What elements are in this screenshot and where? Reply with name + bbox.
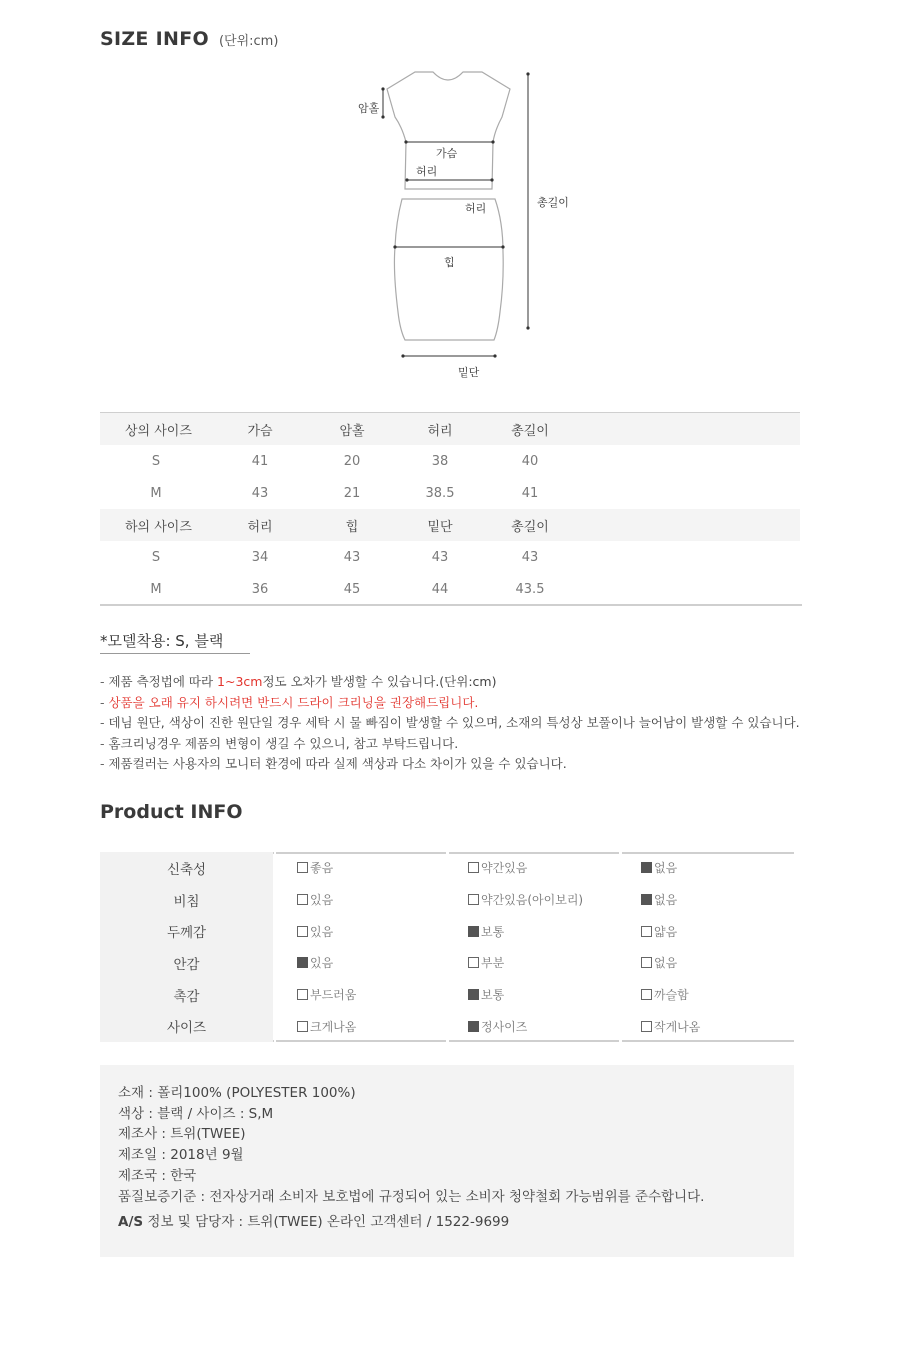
product-info-row: [100, 979, 794, 1011]
unchecked-box-icon: [641, 957, 652, 968]
size-info-heading: [100, 28, 278, 50]
option-label: 있음: [310, 893, 334, 908]
option-label: 약간있음: [481, 861, 528, 876]
unchecked-box-icon: [641, 989, 652, 1000]
table-cell: 43: [251, 485, 269, 501]
table-cell: 43.5: [515, 581, 545, 597]
option-label: 정사이즈: [481, 1019, 528, 1034]
option-label: 약간있음(아이보리): [481, 893, 584, 908]
dry-clean-warning: 상품을 오래 유지 하시려면 반드시 드라이 크리닝을 권장해드립니다.: [108, 694, 479, 710]
table-header-cell: 가슴: [212, 413, 308, 445]
product-info-option: [273, 915, 446, 947]
option-label: 없음: [654, 893, 678, 908]
option-label: 작게나옴: [654, 1019, 701, 1034]
hip-label: 힙: [444, 256, 455, 269]
option-label: 없음: [654, 956, 678, 971]
tolerance-highlight: 1~3cm: [217, 674, 263, 689]
product-info-option: [446, 884, 619, 916]
waist-bottom-label: 허리: [465, 202, 487, 215]
product-info-option: [446, 1010, 619, 1042]
table-cell: 44: [431, 581, 449, 597]
product-info-option: [446, 852, 619, 884]
product-info-label: 비침: [100, 884, 273, 916]
total-length-label: 총길이: [537, 196, 569, 209]
product-info-row: [100, 884, 794, 916]
product-info-title: Product INFO: [100, 801, 243, 823]
checked-box-icon: [297, 957, 308, 968]
product-details-box: [100, 1065, 794, 1257]
option-label: 있음: [310, 924, 334, 939]
size-info-title: SIZE INFO: [100, 28, 209, 50]
table-header-cell: 상의 사이즈: [100, 413, 212, 445]
product-info-label: 신축성: [100, 852, 273, 884]
product-info-option: [446, 947, 619, 979]
waist-top-label: 허리: [416, 165, 438, 178]
table-row: [100, 445, 800, 477]
table-cell: 20: [343, 453, 361, 469]
table-cell: M: [150, 581, 162, 597]
table-cell: 38.5: [425, 485, 455, 501]
product-info-row: [100, 852, 794, 884]
product-info-label: 안감: [100, 947, 273, 979]
product-info-label: 사이즈: [100, 1010, 273, 1042]
unchecked-box-icon: [297, 989, 308, 1000]
table-cell: 40: [521, 453, 539, 469]
note-item: - 제품 측정법에 따라 1~3cm정도 오차가 발생할 수 있습니다.(단위:cm): [100, 672, 800, 693]
product-info-option: [446, 979, 619, 1011]
color-size-line: 색상 : 블랙 / 사이즈 : S,M: [118, 1105, 274, 1122]
unchecked-box-icon: [641, 926, 652, 937]
material-line: 소재 : 폴리100% (POLYESTER 100%): [118, 1085, 356, 1101]
option-label: 까슬함: [654, 988, 689, 1003]
product-info-option: [619, 915, 792, 947]
product-info-option: [273, 884, 446, 916]
unchecked-box-icon: [468, 894, 479, 905]
option-label: 있음: [310, 956, 334, 971]
checked-box-icon: [468, 926, 479, 937]
unchecked-box-icon: [468, 862, 479, 873]
table-row: [100, 477, 800, 509]
table-cell: 41: [251, 453, 269, 469]
table-cell: 41: [521, 485, 539, 501]
unchecked-box-icon: [468, 957, 479, 968]
unchecked-box-icon: [297, 926, 308, 937]
product-info-option: [273, 852, 446, 884]
top-size-header-row: [100, 413, 800, 445]
table-header-cell: 하의 사이즈: [100, 509, 212, 541]
unchecked-box-icon: [641, 1021, 652, 1032]
checked-box-icon: [468, 989, 479, 1000]
table-cell: S: [151, 453, 161, 469]
table-header-cell: 허리: [396, 413, 484, 445]
table-header-cell: 총길이: [484, 509, 576, 541]
product-info-label: 두께감: [100, 915, 273, 947]
checked-box-icon: [641, 862, 652, 873]
note-item: - 데님 원단, 색상이 진한 원단일 경우 세탁 시 물 빠짐이 발생할 수 있으며, 소재의 특성상 보풀이나 늘어남이 발생할 수 있습니다.: [100, 713, 800, 734]
bottom-size-header-row: [100, 509, 800, 541]
option-label: 보통: [481, 988, 505, 1003]
table-header-cell: 힙: [308, 509, 396, 541]
product-info-table: [100, 852, 794, 1042]
model-wearing-note: *모델착용: S, 블랙: [100, 630, 250, 654]
checked-box-icon: [468, 1021, 479, 1032]
maker-line: 제조사 : 트위(TWEE): [118, 1126, 246, 1143]
product-info-option: [273, 1010, 446, 1042]
table-cell: 43: [521, 549, 539, 565]
product-info-option: [619, 947, 792, 979]
option-label: 좋음: [310, 861, 334, 876]
table-cell: 21: [343, 485, 361, 501]
unchecked-box-icon: [297, 1021, 308, 1032]
table-header-cell: 암홀: [308, 413, 396, 445]
country-line: 제조국 : 한국: [118, 1167, 197, 1184]
table-cell: 36: [251, 581, 269, 597]
product-info-option: [619, 979, 792, 1011]
option-label: 없음: [654, 861, 678, 876]
unchecked-box-icon: [297, 862, 308, 873]
table-row: [100, 573, 800, 605]
option-label: 크게나옴: [310, 1019, 357, 1034]
care-notes-list: [100, 672, 800, 775]
table-cell: 34: [251, 549, 269, 565]
size-info-unit: (단위:cm): [218, 34, 279, 49]
table-cell: 43: [343, 549, 361, 565]
product-info-row: [100, 915, 794, 947]
table-cell: 45: [343, 581, 361, 597]
table-cell: 43: [431, 549, 449, 565]
product-info-label: 촉감: [100, 979, 273, 1011]
as-label: A/S: [118, 1214, 144, 1231]
as-text: 정보 및 담당자 : 트위(TWEE) 온라인 고객센터 / 1522-9699: [143, 1214, 510, 1231]
table-cell: 38: [431, 453, 449, 469]
product-info-option: [273, 979, 446, 1011]
size-table-bottom-line: [100, 604, 802, 606]
product-info-option: [446, 915, 619, 947]
note-item: - 제품컬러는 사용자의 모니터 환경에 따라 실제 색상과 다소 차이가 있을 수 있습니다.: [100, 754, 800, 775]
product-info-option: [273, 947, 446, 979]
as-line: [118, 1212, 794, 1233]
table-cell: M: [150, 485, 162, 501]
table-header-cell: 총길이: [484, 413, 576, 445]
product-info-row: [100, 1010, 794, 1042]
note-item: - 홈크리닝경우 제품의 변형이 생길 수 있으니, 참고 부탁드립니다.: [100, 734, 800, 755]
option-label: 보통: [481, 924, 505, 939]
warranty-line: 품질보증기준 : 전자상거래 소비자 보호법에 규정되어 있는 소비자 청약철회 가능범위를 준수합니다.: [118, 1188, 705, 1205]
option-label: 부드러움: [310, 988, 357, 1003]
table-row: [100, 541, 800, 573]
manufacture-date-line: 제조일 : 2018년 9월: [118, 1147, 244, 1164]
table-cell: S: [151, 549, 161, 565]
table-header-cell: 밑단: [396, 509, 484, 541]
checked-box-icon: [641, 894, 652, 905]
product-info-row: [100, 947, 794, 979]
product-info-option: [619, 1010, 792, 1042]
product-info-option: [619, 852, 792, 884]
unchecked-box-icon: [297, 894, 308, 905]
chest-label: 가슴: [436, 147, 458, 160]
note-item: [100, 693, 800, 714]
product-info-option: [619, 884, 792, 916]
option-label: 부분: [481, 956, 505, 971]
armhole-label: 암홀: [358, 102, 380, 115]
size-table: [100, 413, 800, 605]
garment-diagram: [340, 62, 600, 392]
hem-label: 밑단: [458, 366, 480, 379]
table-header-cell: 허리: [212, 509, 308, 541]
option-label: 얇음: [654, 924, 678, 939]
